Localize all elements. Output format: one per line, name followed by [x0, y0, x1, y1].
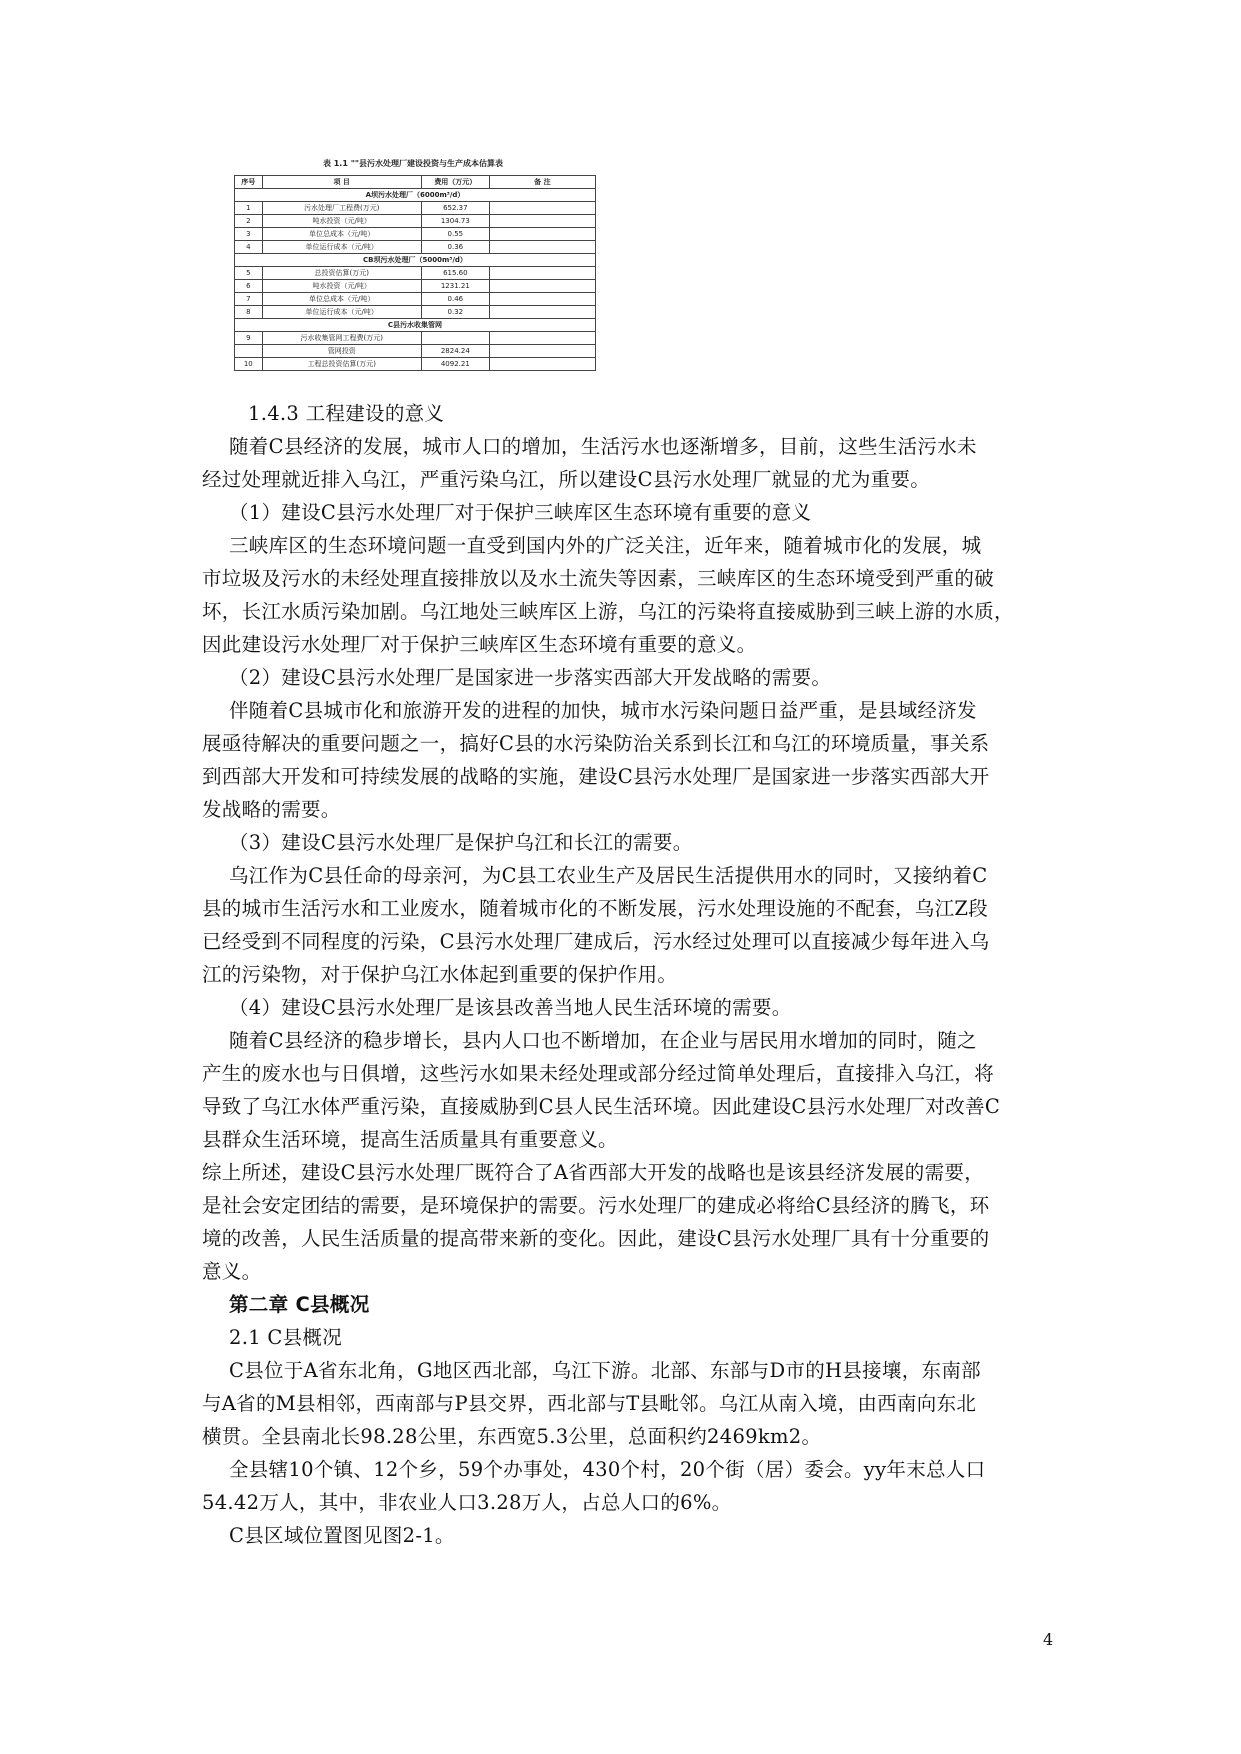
text-line: 导致了乌江水体严重污染，直接威胁到C县人民生活环境。因此建设C县污水处理厂对改善C: [202, 1095, 1001, 1118]
text-line: （4）建设C县污水处理厂是该县改善当地人民生活环境的需要。: [229, 996, 792, 1019]
table-cell-cost: 652.37: [421, 202, 489, 215]
table-row: [235, 293, 596, 306]
table-cell-no: 4: [235, 241, 263, 254]
header-note: 备 注: [489, 176, 595, 189]
text-line: （2）建设C县污水处理厂是国家进一步落实西部大开发战略的需要。: [229, 666, 832, 689]
table-cell-item: 单位总成本（元/吨）: [262, 293, 421, 306]
table-cell-no: 8: [235, 306, 263, 319]
table-cell-note: [489, 267, 595, 280]
table-cell-no: 1: [235, 202, 263, 215]
table-cell-cost: 1304.73: [421, 215, 489, 228]
table-row: [235, 358, 596, 371]
text-line: 是社会安定团结的需要，是环境保护的需要。污水处理厂的建成必将给C县经济的腾飞，环: [202, 1194, 990, 1217]
text-line: 县的城市生活污水和工业废水，随着城市化的不断发展，污水处理设施的不配套，乌江Z段: [202, 897, 989, 920]
table-cell-note: [489, 306, 595, 319]
table-cell-no: 10: [235, 358, 263, 371]
table-cell-item: 污水收集管网工程费(万元): [262, 332, 421, 345]
table-cell-note: [489, 293, 595, 306]
text-line: 因此建设污水处理厂对于保护三峡库区生态环境有重要的意义。: [202, 633, 757, 656]
table-cell-cost: 0.32: [421, 306, 489, 319]
header-cost: 费用（万元）: [421, 176, 489, 189]
table-cell-no: 9: [235, 332, 263, 345]
table-cell-no: 2: [235, 215, 263, 228]
text-line: 市垃圾及污水的未经处理直接排放以及水土流失等因素，三峡库区的生态环境受到严重的破: [202, 567, 995, 590]
table-cell-item: 单位总成本（元/吨）: [262, 228, 421, 241]
table-cell-cost: 615.60: [421, 267, 489, 280]
table-cell-note: [489, 332, 595, 345]
table-row: [235, 332, 596, 345]
table-cell-no: 6: [235, 280, 263, 293]
table-header-row: [235, 176, 596, 189]
table-cell-no: 3: [235, 228, 263, 241]
table-cell-item: 工程总投资估算(万元): [262, 358, 421, 371]
table-cell-note: [489, 202, 595, 215]
table-cell-item: 单位运行成本（元/吨）: [262, 306, 421, 319]
table-cell-no: 7: [235, 293, 263, 306]
text-line: （1）建设C县污水处理厂对于保护三峡库区生态环境有重要的意义: [229, 501, 812, 524]
text-line: 随着C县经济的发展，城市人口的增加，生活污水也逐渐增多，目前，这些生活污水未: [229, 435, 977, 458]
table-cell-cost: 0.46: [421, 293, 489, 306]
table-cell-note: [489, 358, 595, 371]
table-cell-note: [489, 345, 595, 358]
cost-estimate-table: [234, 175, 596, 371]
table-section-label: A坝污水处理厂（6000m³/d）: [235, 189, 596, 202]
text-line: C县位于A省东北角，G地区西北部，乌江下游。北部、东部与D市的H县接壤，东南部: [229, 1359, 981, 1382]
text-line: C县区域位置图见图2-1。: [229, 1524, 455, 1547]
text-line: 综上所述，建设C县污水处理厂既符合了A省西部大开发的战略也是该县经济发展的需要，: [202, 1161, 985, 1184]
text-line: 坏，长江水质污染加剧。乌江地处三峡库区上游，乌江的污染将直接威胁到三峡上游的水质，: [202, 600, 1014, 623]
text-line: 发战略的需要。: [202, 798, 341, 821]
text-line: 县群众生活环境，提高生活质量具有重要意义。: [202, 1128, 618, 1151]
table-section-label: C县污水收集管网: [235, 319, 596, 332]
table-row: [235, 280, 596, 293]
text-line: 伴随着C县城市化和旅游开发的进程的加快，城市水污染问题日益严重，是县域经济发: [229, 699, 977, 722]
text-line: （3）建设C县污水处理厂是保护乌江和长江的需要。: [229, 831, 693, 854]
table-cell-no: [235, 345, 263, 358]
text-line: 意义。: [202, 1260, 262, 1283]
table-cell-item: 总投资估算(万元): [262, 267, 421, 280]
table-section-row: [235, 254, 596, 267]
text-line: 1.4.3 工程建设的意义: [248, 402, 445, 425]
text-line: 江的污染物，对于保护乌江水体起到重要的保护作用。: [202, 963, 678, 986]
text-line: 三峡库区的生态环境问题一直受到国内外的广泛关注，近年来，随着城市化的发展，城: [229, 534, 982, 557]
cost-estimate-table-figure: [229, 158, 597, 434]
header-item: 项 目: [262, 176, 421, 189]
table-cell-cost: 4092.21: [421, 358, 489, 371]
table-row: [235, 241, 596, 254]
table-cell-cost: 0.55: [421, 228, 489, 241]
table-cell-note: [489, 228, 595, 241]
table-row: [235, 345, 596, 358]
text-line: 横贯。全县南北长98.28公里，东西宽5.3公里，总面积约2469km2。: [202, 1425, 822, 1448]
table-row: [235, 228, 596, 241]
table-cell-item: 单位运行成本（元/吨）: [262, 241, 421, 254]
table-cell-cost: [421, 332, 489, 345]
table-cell-cost: 1231.21: [421, 280, 489, 293]
text-line: 产生的废水也与日俱增，这些污水如果未经处理或部分经过简单处理后，直接排入乌江，将: [202, 1062, 995, 1085]
text-line: 54.42万人，其中，非农业人口3.28万人，占总人口的6%。: [202, 1491, 732, 1514]
table-row: [235, 202, 596, 215]
text-line: 与A省的M县相邻，西南部与P县交界，西北部与T县毗邻。乌江从南入境，由西南向东北: [202, 1392, 977, 1415]
table-caption: 表 1.1 ""县污水处理厂建设投资与生产成本估算表: [322, 159, 504, 168]
table-cell-item: 管网投资: [262, 345, 421, 358]
text-line: 全县辖10个镇、12个乡，59个办事处，430个村，20个街（居）委会。yy年末总人口: [229, 1458, 986, 1481]
table-cell-cost: 2824.24: [421, 345, 489, 358]
table-cell-item: 吨水投资（元/吨）: [262, 215, 421, 228]
header-no: 序号: [235, 176, 263, 189]
table-section-row: [235, 189, 596, 202]
text-line: 境的改善，人民生活质量的提高带来新的变化。因此，建设C县污水处理厂具有十分重要的: [202, 1227, 990, 1250]
text-line: 随着C县经济的稳步增长，县内人口也不断增加，在企业与居民用水增加的同时，随之: [229, 1029, 977, 1052]
table-cell-note: [489, 241, 595, 254]
page-number: 4: [1043, 1630, 1054, 1649]
table-row: [235, 267, 596, 280]
chapter-heading: 第二章 C县概况: [229, 1293, 370, 1316]
table-cell-note: [489, 215, 595, 228]
table-row: [235, 306, 596, 319]
text-line: 乌江作为C县任命的母亲河，为C县工农业生产及居民生活提供用水的同时，又接纳着C: [229, 864, 988, 887]
table-cell-note: [489, 280, 595, 293]
table-cell-no: 5: [235, 267, 263, 280]
table-cell-cost: 0.36: [421, 241, 489, 254]
text-line: 已经受到不同程度的污染，C县污水处理厂建成后，污水经过处理可以直接减少每年进入乌: [202, 930, 990, 953]
table-section-row: [235, 319, 596, 332]
text-line: 展亟待解决的重要问题之一，搞好C县的水污染防治关系到长江和乌江的环境质量，事关系: [202, 732, 990, 755]
text-line: 到西部大开发和可持续发展的战略的实施，建设C县污水处理厂是国家进一步落实西部大开: [202, 765, 990, 788]
table-cell-item: 污水处理厂工程费(万元): [262, 202, 421, 215]
text-line: 2.1 C县概况: [229, 1326, 343, 1349]
table-cell-item: 吨水投资（元/吨）: [262, 280, 421, 293]
table-row: [235, 215, 596, 228]
text-line: 经过处理就近排入乌江，严重污染乌江，所以建设C县污水处理厂就显的尤为重要。: [202, 468, 931, 491]
table-section-label: CB坝污水处理厂（5000m³/d）: [235, 254, 596, 267]
